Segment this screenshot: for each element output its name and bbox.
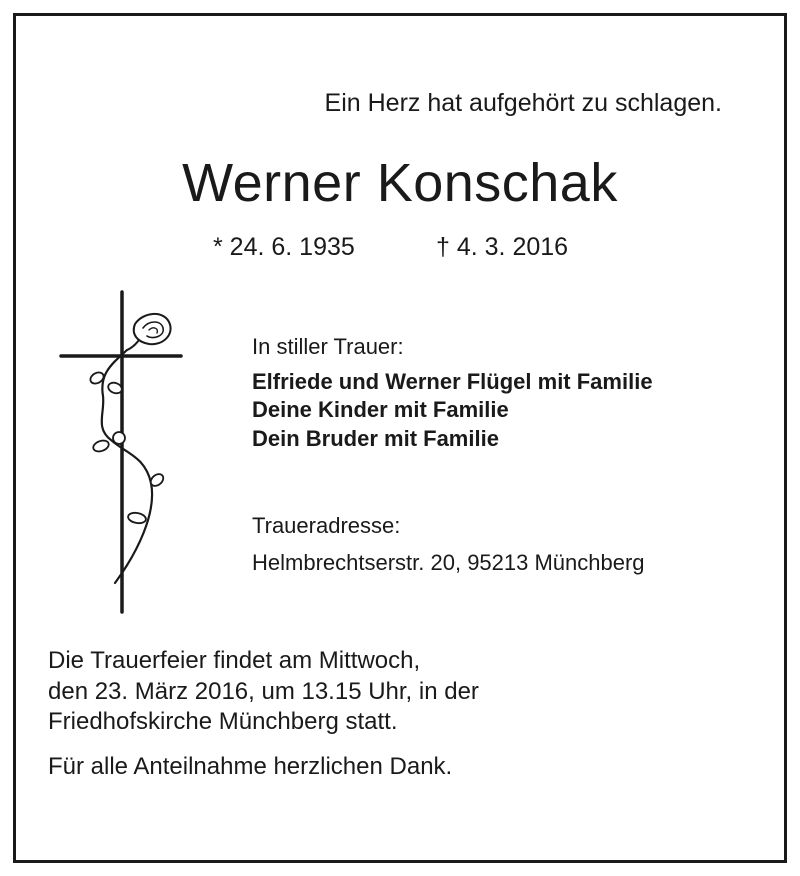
- mourner-line: Elfriede und Werner Flügel mit Familie: [252, 369, 653, 394]
- birth-date: * 24. 6. 1935: [213, 233, 355, 261]
- mourning-address: Helmbrechtserstr. 20, 95213 Münchberg: [252, 550, 645, 575]
- thanks-line: Für alle Anteilnahme herzlichen Dank.: [48, 753, 453, 780]
- service-line: Friedhofskirche Münchberg statt.: [48, 708, 398, 735]
- address-label: Traueradresse:: [252, 513, 401, 538]
- death-date: † 4. 3. 2016: [436, 233, 569, 261]
- intro-line: Ein Herz hat aufgehört zu schlagen.: [324, 89, 722, 117]
- mourner-line: Deine Kinder mit Familie: [252, 397, 509, 422]
- mourner-line: Dein Bruder mit Familie: [252, 426, 499, 451]
- cross-with-rose-icon: [55, 288, 195, 618]
- deceased-name: Werner Konschak: [182, 153, 618, 213]
- service-line: den 23. März 2016, um 13.15 Uhr, in der: [48, 678, 479, 705]
- mourning-label: In stiller Trauer:: [252, 334, 404, 359]
- service-line: Die Trauerfeier findet am Mittwoch,: [48, 647, 421, 674]
